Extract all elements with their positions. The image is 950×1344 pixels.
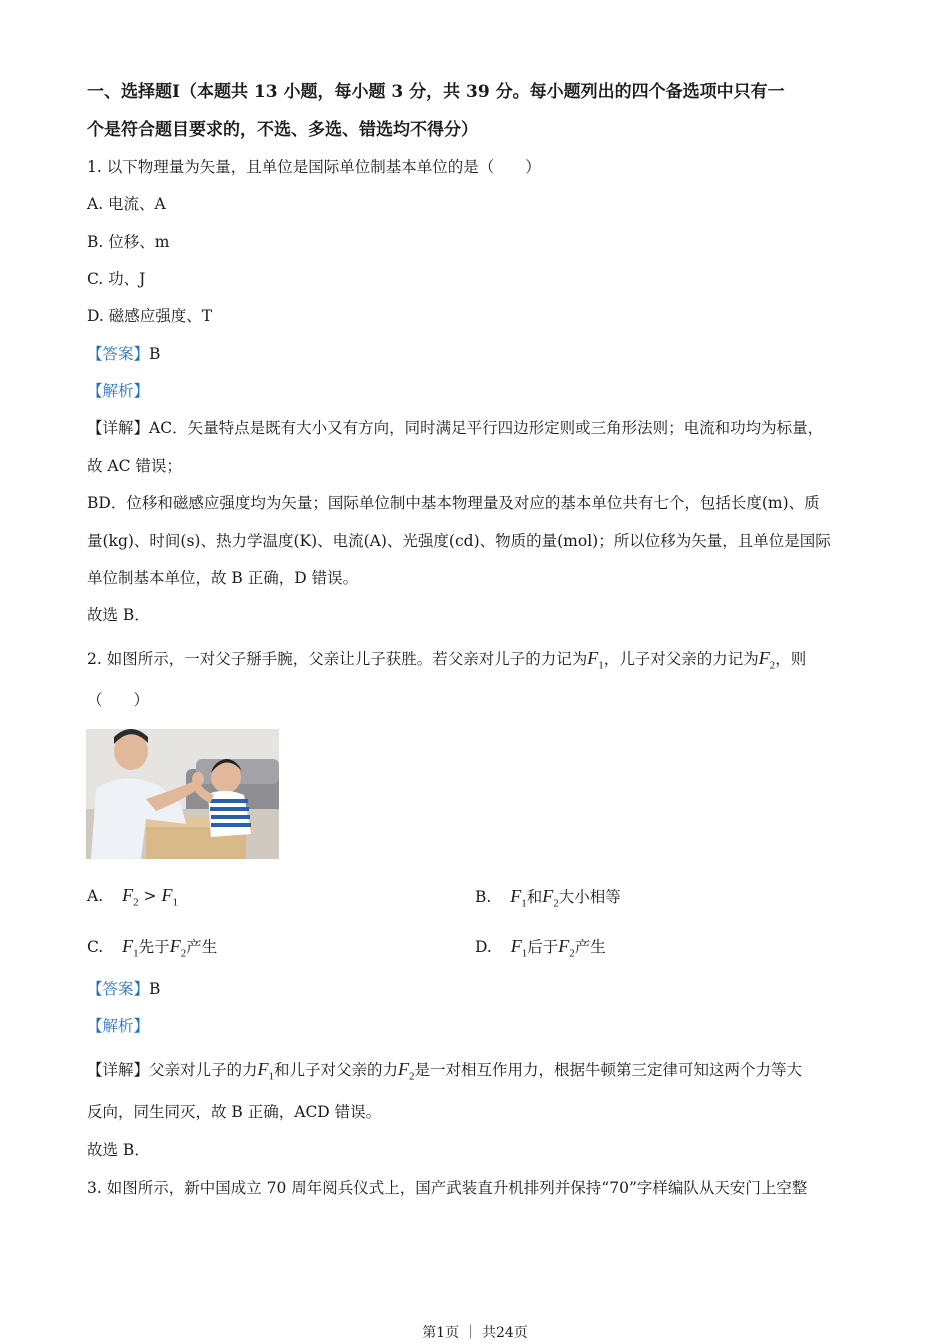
q2-stem-text: 2. 如图所示，一对父子掰手腕，父亲让儿子获胜。若父亲对儿子的力记为 (87, 650, 588, 668)
q1-detail-3: BD．位移和磁感应强度均为矢量；国际单位制中基本物理量及对应的基本单位共有七个，包括长度(m)、质 (87, 494, 820, 512)
q2-detail (87, 1059, 802, 1087)
answer-value: B (149, 980, 161, 998)
answer-tag: 【答案】 (87, 980, 150, 998)
q1-stem: 1. 以下物理量为矢量，且单位是国际单位制基本单位的是（ ） (87, 158, 541, 176)
arm-wrestling-illustration (86, 729, 279, 859)
math-f1: $F_1$ (510, 886, 527, 910)
option-label: C. (87, 938, 104, 956)
q2-option-d (475, 935, 606, 960)
q2-stem-paren: （ ） (87, 691, 150, 709)
q2-analysis-tag: 【解析】 (87, 1017, 150, 1035)
q1-option-d: D. 磁感应强度、T (87, 307, 213, 325)
math-f2: $F_2$ (558, 936, 575, 960)
q3-stem: 3. 如图所示，新中国成立 70 周年阅兵仪式上，国产武装直升机排列并保持“70”字样编队从天安门上空整 (87, 1179, 808, 1197)
arm-wrestling-photo (86, 729, 279, 859)
q1-detail-4: 量(kg)、时间(s)、热力学温度(K)、电流(A)、光强度(cd)、物质的量(mol)；所以位移为矢量，且单位是国际 (87, 532, 831, 550)
q2-conclusion: 故选 B． (87, 1141, 150, 1159)
math-f1: $F_1$ (161, 885, 178, 909)
q1-answer (87, 344, 160, 364)
option-text: 产生 (186, 938, 218, 956)
q1-detail (87, 418, 823, 438)
q2-answer (87, 979, 160, 999)
option-text: 产生 (574, 938, 606, 956)
q1-option-a: A. 电流、A (87, 195, 166, 213)
math-f1: $F_1$ (510, 936, 528, 960)
greater-than-sign: > (143, 887, 157, 905)
math-f2: $F_2$ (758, 648, 776, 672)
q1-detail-2: 故 AC 错误； (87, 457, 182, 475)
math-f2: $F_2$ (398, 1059, 415, 1083)
q1-detail-text: AC．矢量特点是既有大小又有方向，同时满足平行四边形定则或三角形法则；电流和功均为标量， (149, 419, 824, 437)
answer-tag: 【答案】 (87, 345, 150, 363)
q2-detail-text-3: 是一对相互作用力，根据牛顿第三定律可知这两个力等大 (414, 1061, 803, 1079)
math-f1: $F_1$ (587, 648, 604, 672)
q1-analysis-tag: 【解析】 (87, 382, 150, 400)
q2-detail-text-2: 和儿子对父亲的力 (274, 1061, 399, 1079)
q1-option-c: C. 功、J (87, 270, 146, 288)
detail-tag: 【详解】 (87, 419, 150, 437)
q1-detail-5: 单位制基本单位，故 B 正确，D 错误。 (87, 569, 359, 587)
option-text: 和 (526, 888, 543, 906)
math-f1: $F_1$ (122, 936, 139, 960)
math-f2: $F_2$ (122, 885, 139, 909)
page-footer: 第1页 ｜ 共24页 (422, 1325, 528, 1341)
section-title-cont: 个是符合题目要求的，不选、多选、错选均不得分） (87, 120, 478, 140)
q2-stem (87, 648, 806, 676)
math-f2: $F_2$ (542, 886, 559, 910)
q2-option-a (87, 885, 178, 909)
option-text: 后于 (527, 938, 559, 956)
q1-conclusion: 故选 B． (87, 606, 150, 624)
option-text: 大小相等 (558, 888, 621, 906)
q2-detail-text: 父亲对儿子的力 (149, 1061, 258, 1079)
option-text: 先于 (138, 938, 170, 956)
q2-stem-text-3: ，则 (775, 650, 807, 668)
q1-option-b: B. 位移、m (87, 233, 170, 251)
math-f2: $F_2$ (169, 936, 187, 960)
q2-detail-2: 反向，同生同灭，故 B 正确，ACD 错误。 (87, 1103, 382, 1121)
answer-value: B (149, 345, 161, 363)
option-label: B. (475, 888, 492, 906)
section-title: 一、选择题Ⅰ（本题共 13 小题，每小题 3 分，共 39 分。每小题列出的四个备选项中只有一 (87, 82, 785, 102)
math-f1: $F_1$ (257, 1059, 275, 1083)
q2-option-c (87, 935, 217, 960)
option-label: A. (87, 887, 104, 905)
q2-option-b (475, 885, 621, 910)
detail-tag: 【详解】 (87, 1061, 150, 1079)
q2-stem-text-2: ，儿子对父亲的力记为 (603, 650, 759, 668)
option-label: D. (475, 938, 492, 956)
